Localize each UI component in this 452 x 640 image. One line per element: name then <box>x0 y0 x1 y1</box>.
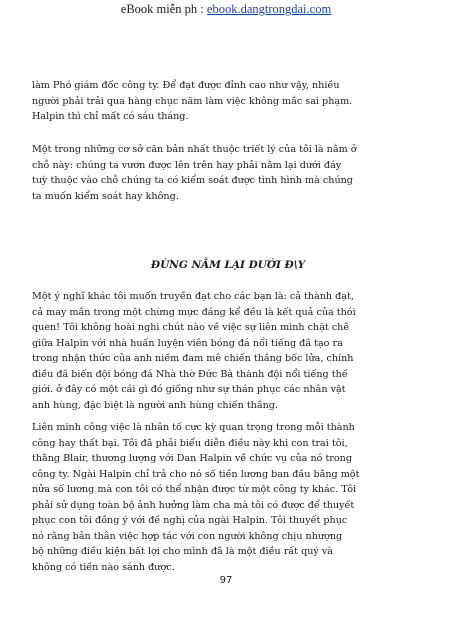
paragraph-4 <box>32 420 424 575</box>
text-line: chỗ này: chúng ta vươn được lên trên hay phải nằm lại dưới đáy <box>32 159 342 171</box>
text-line: tuỳ thuộc vào chỗ chúng ta có kiểm soát được tình hình mà chúng <box>32 175 353 186</box>
text-line: Một ý nghĩ khác tôi muốn truyền đạt cho các bạn là: cả thành đạt, <box>32 291 354 302</box>
text-line: bộ những điều kiện bất lợi cho mình đã là một điều rất quý và <box>32 546 334 557</box>
text-line: phục con tôi đồng ý với đề nghị của ngài Halpin. Tôi thuyết phục <box>32 515 348 526</box>
paragraph-3 <box>32 289 424 413</box>
text-line: quen! Tôi không hoài nghi chút nào về việc sự liên minh chặt chẽ <box>32 322 350 333</box>
text-line: phải sử dụng toàn bộ ảnh hưởng làm cha mà tôi có được để thuyết <box>32 499 355 511</box>
paragraph-1 <box>32 78 424 125</box>
text-line: giữa Halpin với nhà huấn luyện viên bóng đá nổi tiếng đã tạo ra <box>32 337 343 349</box>
text-line: điều đã biến đội bóng đá Nhà thờ Đức Bà thành đội nổi tiếng thế <box>32 368 348 380</box>
page-number: 97 <box>219 575 233 586</box>
text-line: nửa số lương mà con tôi có thể nhận được từ một công ty khác. Tôi <box>32 484 357 495</box>
paragraph-2 <box>32 142 424 204</box>
text-line: người phải trải qua hàng chục năm làm việc không mắc sai phạm. <box>32 95 353 107</box>
text-line: thằng Blair, thương lượng với Dan Halpin về chức vụ của nó trong <box>32 453 352 464</box>
text-line: Liên minh công việc là nhân tố cực kỳ quan trọng trong mỗi thành <box>32 422 355 433</box>
text-line: giới. ở đây có một cái gì đó giống như sự thán phục các nhân vật <box>32 384 346 395</box>
text-line: công ty. Ngài Halpin chỉ trả cho nó số tiền lương ban đầu bằng một <box>32 468 360 480</box>
text-line: ta muốn kiểm soát hay không. <box>32 190 179 202</box>
text-line: Halpin thì chỉ mất có sáu tháng. <box>32 111 189 122</box>
text-line: công hay thất bại. Tôi đã phải biểu diễn điều này khi con trai tôi, <box>32 437 348 449</box>
text-line: cả may mắn trong một chừng mực đáng kể đều là kết quả của thói <box>32 306 356 318</box>
text-line: trong nhận thức của anh niềm đam mê chiến thắng bốc lửa, chính <box>32 353 354 364</box>
header-link[interactable]: ebook.dangtrongdai.com <box>206 2 332 16</box>
text-line: anh hùng, đặc biệt là người anh hùng chiến thắng. <box>32 399 278 411</box>
page-header <box>0 2 452 16</box>
text-line: nó rằng bản thân việc hợp tác với con người không chịu nhượng <box>32 530 343 542</box>
text-line: không có tiền nào sánh được. <box>32 561 175 573</box>
header-text: eBook miễn ph : <box>120 2 207 16</box>
text-line: Một trong những cơ sở căn bản nhất thuộc triết lý của tôi là nằm ở <box>32 144 357 155</box>
section-heading: ĐỪNG NẰM LẠI DƯỚI Đ\Y <box>150 259 306 271</box>
text-line: làm Phó giám đốc công ty. Để đạt được đỉnh cao như vậy, nhiều <box>32 80 340 91</box>
